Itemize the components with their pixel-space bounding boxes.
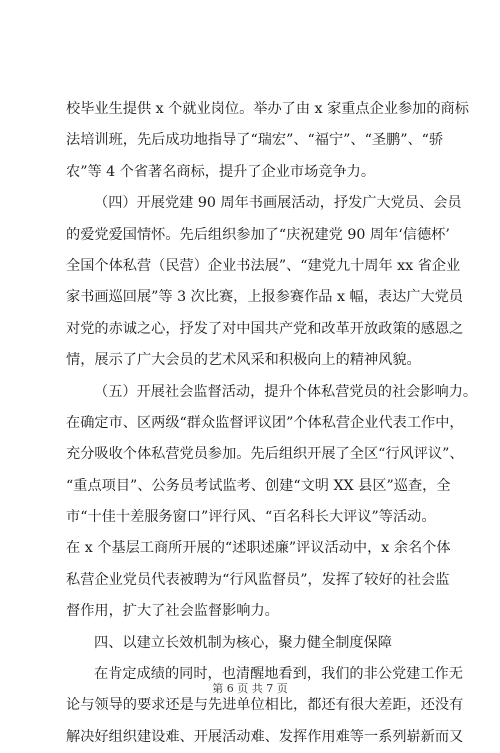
text-line: 四、以建立长效机制为核心，聚力健全制度保障	[94, 634, 392, 651]
text-line: 对党的赤诚之心，抒发了对中国共产党和改革开放政策的感恩之	[66, 320, 464, 337]
text-line: （五）开展社会监督活动，提升个体私营党员的社会影响力。	[94, 383, 478, 400]
text-line: 法培训班，先后成功地指导了“瑞宏”、“福宁”、“圣鹏”、“骄	[66, 132, 444, 149]
text-line: 情，展示了广大会员的艺术风采和积极向上的精神风貌。	[66, 352, 421, 369]
text-line: （四）开展党建 90 周年书画展活动，抒发广大党员、会员	[94, 195, 462, 212]
text-line: “重点项目”、公务员考试监考、创建“文明 XX 县区”巡查，全	[66, 477, 451, 494]
text-line: 督作用，扩大了社会监督影响力。	[66, 603, 279, 620]
text-line: 农”等 4 个省著名商标，提升了企业市场竞争力。	[66, 163, 376, 180]
text-line: 解决好组织建设难、开展活动难、发挥作用难等一系列崭新而又	[66, 728, 464, 745]
text-line: 全国个体私营（民营）企业书法展”、“建党九十周年 xx 省企业	[66, 257, 461, 274]
text-line: 校毕业生提供 x 个就业岗位。举办了由 x 家重点企业参加的商标	[66, 101, 469, 117]
text-line: 私营企业党员代表被聘为“行风监督员”，发挥了较好的社会监	[66, 571, 450, 588]
page-footer: 第 6 页 共 7 页	[212, 682, 288, 695]
text-line: 充分吸收个体私营党员参加。先后组织开展了全区“行风评议”、	[66, 446, 464, 463]
text-line: 市“十佳十差服务窗口”评行风、“百名科长大评议”等活动。	[66, 509, 436, 526]
body-text	[66, 94, 478, 753]
text-line: 在肯定成绩的同时，也清醒地看到，我们的非公党建工作无	[94, 666, 463, 683]
text-line: 在 x 个基层工商所开展的“述职述廉”评议活动中，x 余名个体	[66, 540, 451, 557]
text-line: 论与领导的要求还是与先进单位相比，都还有很大差距，还没有	[66, 697, 464, 714]
text-line: 在确定市、区两级“群众监督评议团”个体私营企业代表工作中，	[66, 414, 464, 431]
text-line: 的爱党爱国情怀。先后组织参加了“庆祝建党 90 周年‘信德杯’	[66, 226, 450, 243]
text-line: 家书画巡回展”等 3 次比赛，上报参赛作品 x 幅，表达广大党员	[66, 289, 464, 306]
